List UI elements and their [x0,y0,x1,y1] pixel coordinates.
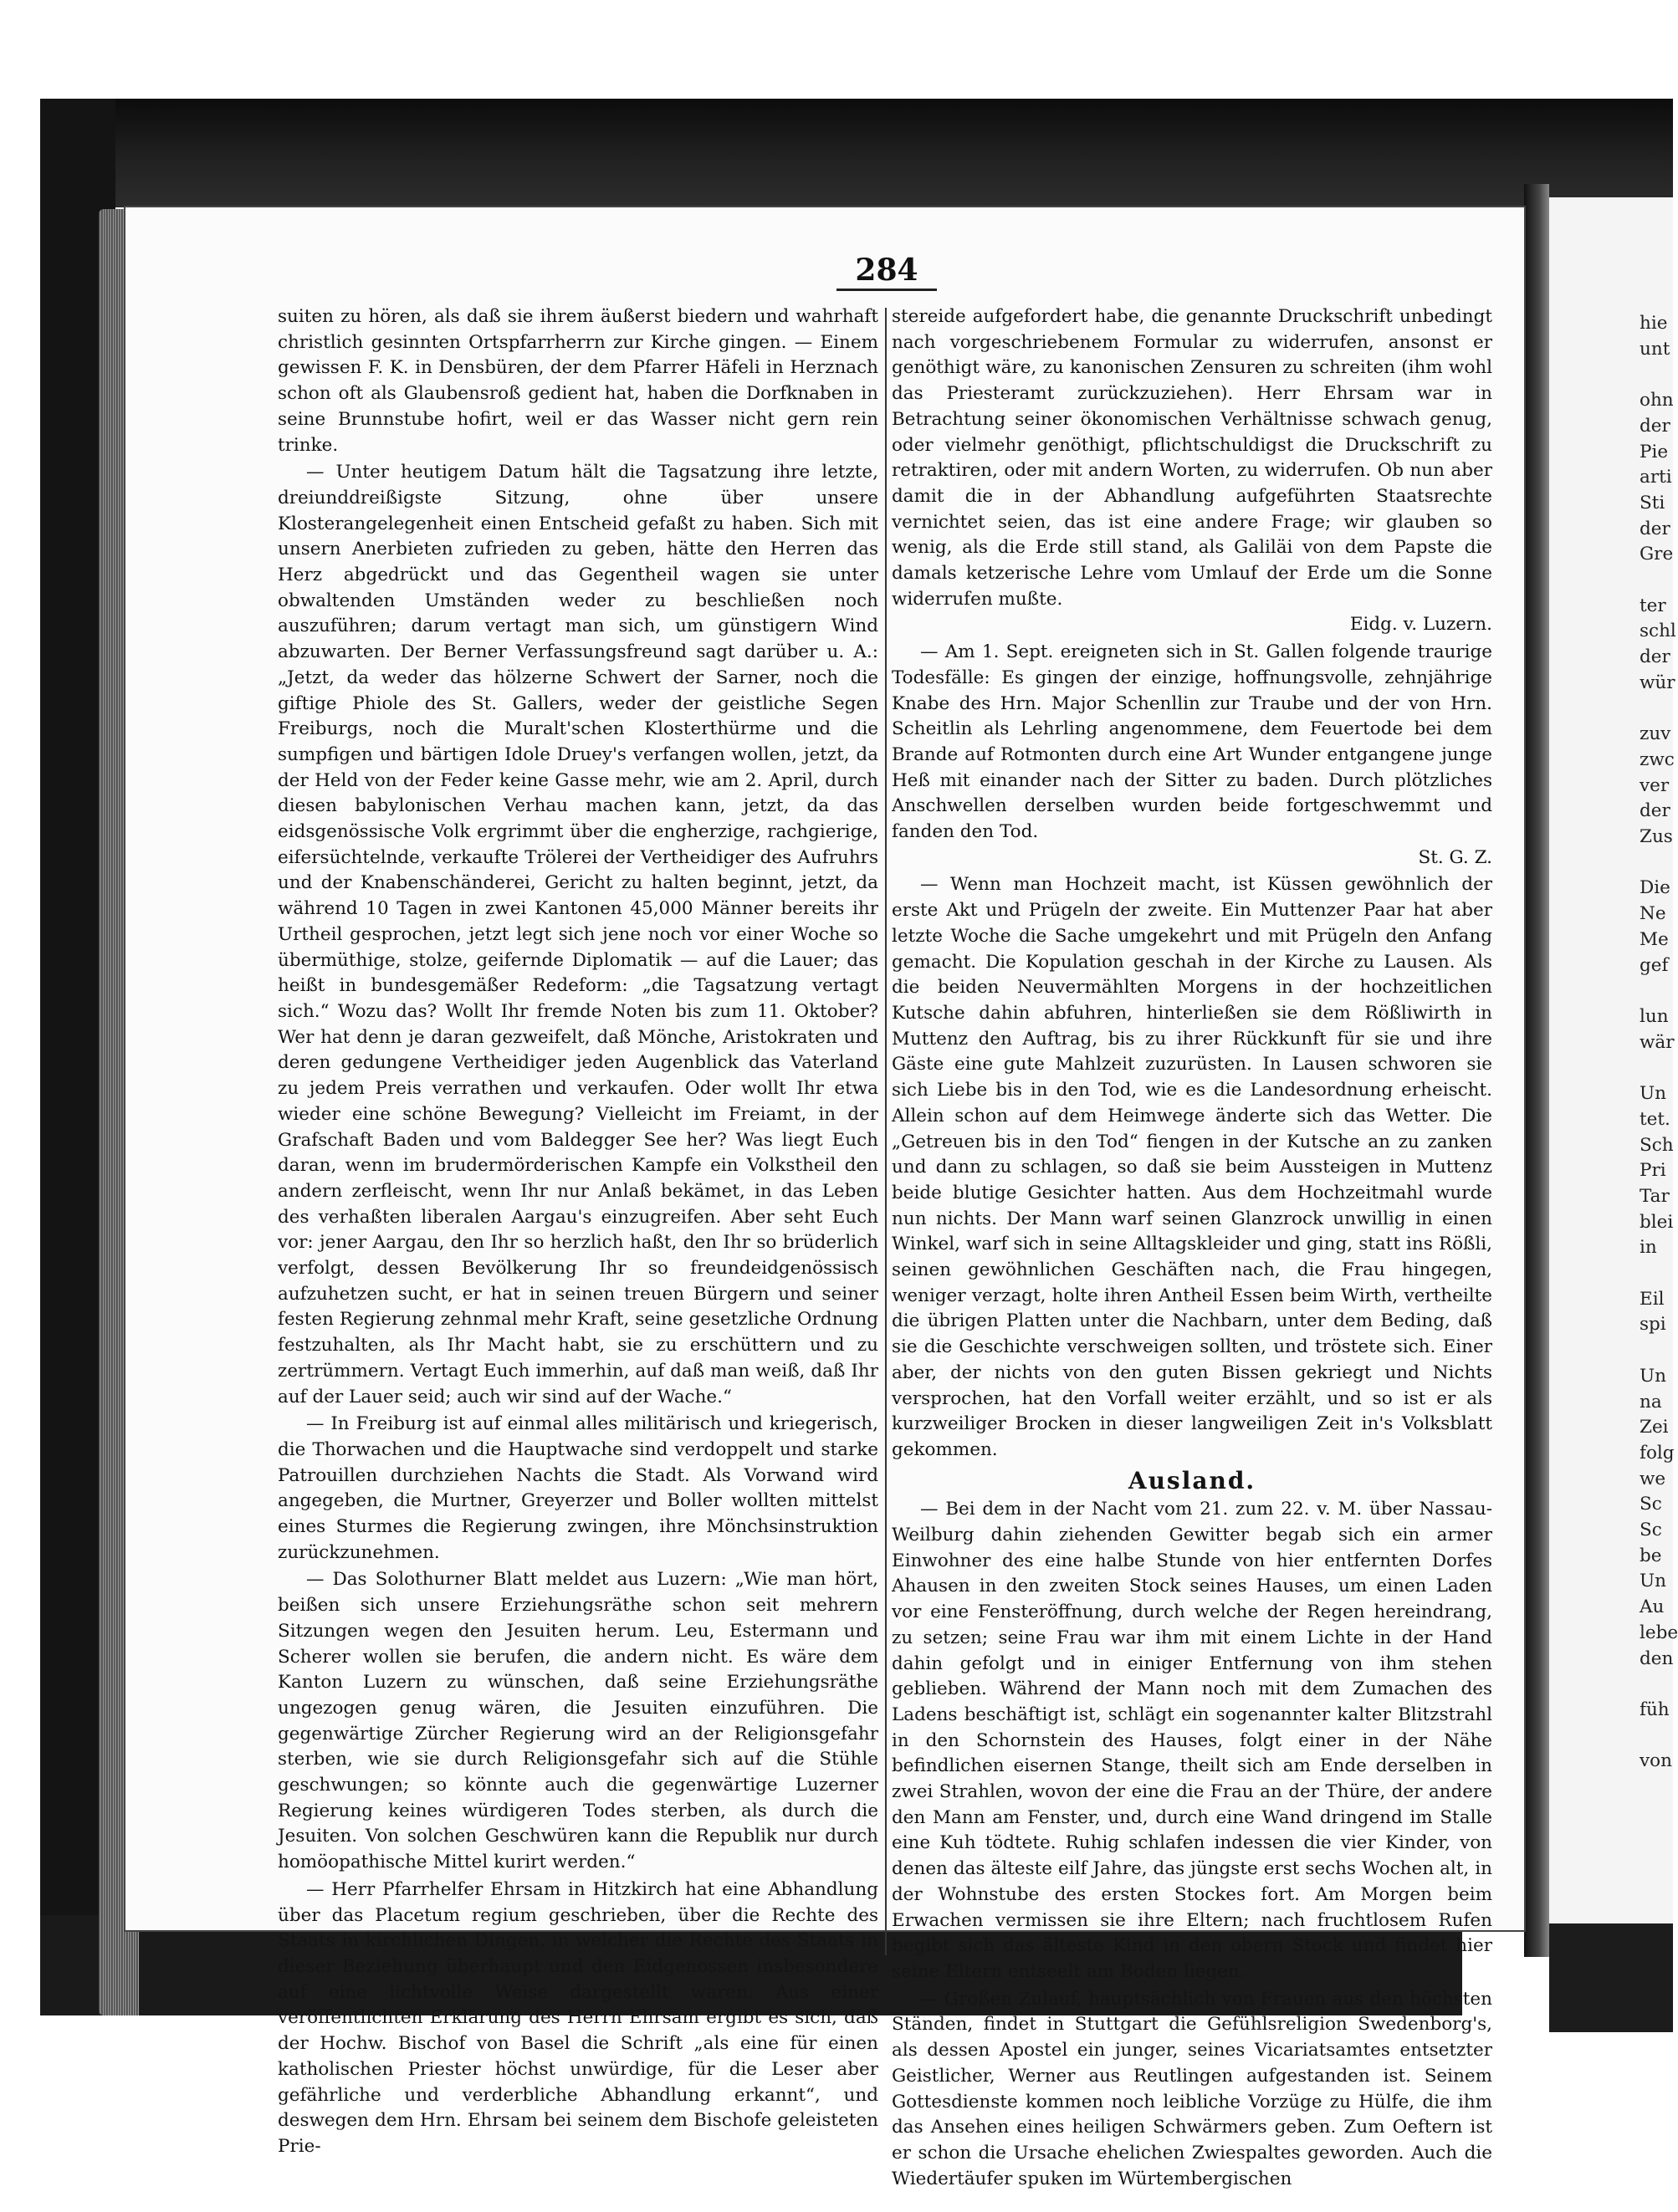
paragraph-text: — Großen Zulauf, hauptsächlich von Frauen aus den höchsten Ständen, findet in Stuttgart die Gefühlsreligion Swedenborg's, als dessen Apostel ein junger, seines Vicariatsamtes entsetzter Geistlicher, Werner aus Reutlingen aufgestanden ist. Seinem Gottesdienste kommen noch leibliche Vorzüge zu Hülfe, die ihm das Ansehen eines heiligen Schwärmers geben. Zum Oeftern ist er schon die Ursache ehelichen Zwiespaltes geworden. Auch die Wiedertäufer spuken im Würtembergischen [892,1988,1492,2189]
article-paragraph [278,1877,878,2160]
article-paragraph [278,304,878,458]
scan-background-bottom-right [1549,1923,1673,2032]
left-column [278,304,878,2157]
right-column [892,304,1492,2189]
paragraph-text: suiten zu hören, als daß sie ihrem äußerst biedern und wahrhaft christlich gesinnten Ortspfarrherrn zur Kirche gingen. — Einem gewissen F. K. in Densbüren, der dem Pfarrer Häfeli in Herznach schon oft als Glaubensroß gedient hat, haben die Dorfknaben in seine Brunnstube hofirt, weil er das Wasser nicht gern rein trinke. [278,306,878,456]
article-paragraph [892,304,1492,638]
paragraph-text: — Bei dem in der Nacht vom 21. zum 22. v. M. über Nassau-Weilburg dahin ziehenden Gewitter begab sich ein armer Einwohner des eine halbe Stunde von hier entfernten Dorfes Ahausen in den zweiten Stock seines Hauses, um einen Laden vor eine Fensteröffnung, durch welche der Regen hereindrang, zu setzen; seine Frau war ihm mit einem Lichte in der Hand dahin gefolgt und in einiger Entfernung von ihm stehen geblieben. Während der Mann noch mit dem Zumachen des Ladens beschäftigt ist, schlägt ein sogenannter kalter Blitzstrahl in den Schornstein des Hauses, folgt einer in der Nähe befindlichen eisernen Stange, theilt sich am Ende derselben in zwei Strahlen, wovon der eine die Frau an der Thüre, der andere den Mann am Fenster, und, durch eine Wand dringend im Stalle eine Kuh tödtete. Ruhig schlafen indessen die vier Kinder, von denen das älteste eilf Jahre, das jüngste erst sechs Wochen alt, in der Wohnstube des ersten Stockes fort. Am Morgen beim Erwachen vermissen sie ihre Eltern; nach fruchtlosem Rufen begibt sich das älteste Kind in den obern Stock und findet hier seine Eltern entseelt am Boden liegen. [892,1499,1492,1982]
facing-page-text-fragments: hie unt ohn der Pie arti Sti der Gre ter schl der wür zuv zwc ver der Zus Die Ne Me gef lun wär Un tet. Sch Pri Tar blei in Eil spi Un na Zei folg we Sc Sc be Un Au lebe den füh von [1640,313,1678,1772]
paragraph-text: — Am 1. Sept. ereigneten sich in St. Gallen folgende traurige Todesfälle: Es gingen der einzige, hoffnungsvolle, zehnjährige Knabe des Hrn. Major Schenllin zur Traube und der von Hrn. Scheitlin als Lehrling angenommene, dem Feuertode bei dem Brande auf Rotmonten durch eine Art Wunder entgangene junge Heß mit einander nach der Sitter zu baden. Durch plötzliches Anschwellen derselben wurden beide fortgeschwemmt und fanden den Tod. [892,641,1492,843]
section-heading: Ausland. [1128,1466,1256,1494]
article-paragraph [278,1412,878,1566]
article-paragraph [892,872,1492,1463]
paragraph-text: — Herr Pfarrhelfer Ehrsam in Hitzkirch hat eine Abhandlung über das Placetum regium geschrieben, über die Rechte des Staats in kirchlichen Dingen, in welcher die Rechte des Staats in dieser Beziehung überhaupt und den Eidgenossen insbesondere auf eine lichtvolle Weise dargestellt waren. Aus einer veröffentlichten Erklärung des Herrn Ehrsam ergibt es sich, daß der Hochw. Bischof von Basel die Schrift „als eine für einen katholischen Priester höchst unwürdige, für die Leser aber gefährliche und verderbliche Abhandlung erkannt“, und deswegen dem Hrn. Ehrsam bei seinem dem Bischofe geleisteten Prie- [278,1878,878,2157]
book-gutter [1524,184,1549,1957]
column-divider [885,308,887,1955]
paragraph-text: — In Freiburg ist auf einmal alles militärisch und kriegerisch, die Thorwachen und die Hauptwache sind verdoppelt und starke Patrouillen durchziehen Nachts die Stadt. Als Vorwand wird angegeben, die Murtner, Greyerzer und Boller wollten mittelst eines Sturmes die Regierung zwingen, ihre Mönchsinstruktion zurückzunehmen. [278,1413,878,1563]
article-paragraph [892,1497,1492,1985]
article-signature: Eidg. v. Luzern. [1349,614,1492,636]
paragraph-text: — Wenn man Hochzeit macht, ist Küssen gewöhnlich der erste Akt und Prügeln der zweite. Ein Muttenzer Paar hat aber letzte Woche die Sache umgekehrt und mit Prügeln den Anfang gemacht. Die Kopulation geschah in der Kirche zu Lausen. Als die beiden Neuvermählten Morgens in der hochzeitlichen Kutsche dahin abfuhren, hinterließen sie dem Rößliwirth in Muttenz den Auftrag, bis zu ihrer Rückkunft für sie und ihre Gäste eine gute Mahlzeit zuzurüsten. In Lausen schworen sie sich Liebe bis in den Tod, wie es die Landesordnung erheischt. Allein schon auf dem Heimwege änderte sich das Wetter. Die „Getreuen bis in den Tod“ fiengen in der Kutsche an zu zanken und dann zu schlagen, so daß sie beim Aussteigen in Muttenz beide blutige Gesichter hatten. Aus dem Hochzeitmahl wurde nun nichts. Der Mann warf seinen Glanzrock unwillig in einen Winkel, warf sich in seine Alltagskleider und ging, statt ins Rößli, seinen gewöhnlichen Geschäften nach, die Frau hingegen, weniger verzagt, holte ihren Antheil Essen beim Wirth, vertheilte die übrigen Platten unter die Nachbarn, unter dem Beding, daß sie die Geschichte verschweigen sollten, und tröstete sich. Einer aber, der nichts von den guten Bissen gekriegt und Nichts versprochen, hat den Vorfall weiter erzählt, und so ist er als kurzweiliger Brocken in dieser langweiligen Zeit in's Volksblatt gekommen. [892,874,1492,1460]
paragraph-text: stereide aufgefordert habe, die genannte Druckschrift unbedingt nach vorgeschriebenem Formular zu widerrufen, ansonst er genöthigt wäre, zu kanonischen Zensuren zu schreiten (ihm wohl das Priesteramt zurückzuziehen). Herr Ehrsam war in Betrachtung seiner ökonomischen Verhältnisse schwach genug, oder vielmehr genöthigt, pflichtschuldigst die Druckschrift zu retraktiren, oder mit andern Worten, zu widerrufen. Ob nun aber damit die in der Abhandlung aufgeführten Staatsrechte vernichtet seien, das ist eine andere Frage; wir glauben so wenig, als die Erde still stand, als Galiläi von dem Papste die damals ketzerische Lehre vom Umlauf der Erde um die Sonne widerrufen mußte. [892,306,1492,610]
article-paragraph [892,640,1492,871]
article-signature: St. G. Z. [1418,846,1492,868]
article-paragraph [892,1987,1492,2193]
paragraph-text: — Das Solothurner Blatt meldet aus Luzern: „Wie man hört, beißen sich unsere Erziehungsräthe schon seit mehrern Sitzungen wegen den Jesuiten herum. Leu, Estermann und Scherer wollen sie berufen, die andern nicht. Es wäre dem Kanton Luzern zu wünschen, daß seine Erziehungsräthe ungezogen genug wären, die Jesuiten einzuführen. Die gegenwärtige Zürcher Regierung wird an der Religionsgefahr sterben, wie sie durch Religionsgefahr sich auf die Stühle geschwungen; so könnte auch die gegenwärtige Luzerner Regierung keines würdigeren Todes sterben, als durch die Jesuiten. Von solchen Geschwüren kann die Republik nur durch homöopathische Mittel kurirt werden.“ [278,1569,878,1873]
scan-background-top [40,99,1673,207]
article-paragraph [278,460,878,1410]
paragraph-text: — Unter heutigem Datum hält die Tagsatzung ihre letzte, dreiunddreißigste Sitzung, ohne über unsere Klosterangelegenheit einen Entscheid gefaßt zu haben. Sich mit unsern Anerbieten zufrieden zu geben, hätte den Herren das Herz abgedrückt und das Gegentheil wagen sie unter obwaltenden Umständen weder zu beschließen noch auszuführen; darum vertagt man sich, um günstigern Wind abzuwarten. Der Berner Verfassungsfreund sagt darüber u. A.: „Jetzt, da weder das hölzerne Schwert der Sarner, noch die giftige Phiole des St. Gallers, weder der geistliche Segen Freiburgs, noch die Muralt'schen Klosterthürme und die sumpfigen und bärtigen Idole Druey's verfangen wollen, jetzt, da der Held von der Feder keine Gasse mehr, wie am 2. April, durch diesen babylonischen Verhau machen kann, jetzt, da das eidsgenössische Volk ergrimmt über die engherzige, rachgierige, eifersüchtelnde, verkaufte Trölerei der Vertheidiger des Aufruhrs und der Knabenschänderei, Gericht zu halten beginnt, jetzt, da während 10 Tagen in zwei Kantonen 45,000 Männer bereits ihr Urtheil gesprochen, jetzt legt sich jene noch vor einer Woche so übermüthige, stolze, geifernde Diplomatik — auf die Lauer; das heißt in bundesgemäßer Redeform: „die Tagsatzung vertagt sich.“ Wozu das? Wollt Ihr fremde Noten bis zum 11. Oktober? Wer hat denn je daran gezweifelt, daß Mönche, Aristokraten und deren gedungene Vertheidiger jeden Augenblick das Vaterland zu jedem Preis verrathen und verkaufen. Oder wollt Ihr etwa wieder eine schöne Bewegung? Vielleicht im Freiamt, in der Grafschaft Baden und vom Baldegger See her? Was liegt Euch daran, wenn im brudermörderischen Kampfe ein Volkstheil den andern zerfleischt, wenn Ihr nur Anlaß bekämet, in das Leben des verhaßten liberalen Aargau's einzugreifen. Aber seht Euch vor: jener Aargau, den Ihr so herzlich haßt, den Ihr so brüderlich verfolgt, dessen Bevölkerung Ihr so freundeidgenössisch aufzuhetzen sucht, er hat in seinen treuen Bürgern und seiner festen Regierung zehnmal mehr Kraft, seine gesetzliche Ordnung festzuhalten, als Ihr Macht habt, sie zu erschüttern und zu zertrümmern. Vertagt Euch immerhin, auf daß man weiß, daß Ihr auf der Lauer seid; auch wir sind auf der Wache.“ [278,462,878,1407]
article-paragraph [278,1567,878,1875]
page-number-rule [836,289,937,291]
page-number: 284 [855,253,918,288]
